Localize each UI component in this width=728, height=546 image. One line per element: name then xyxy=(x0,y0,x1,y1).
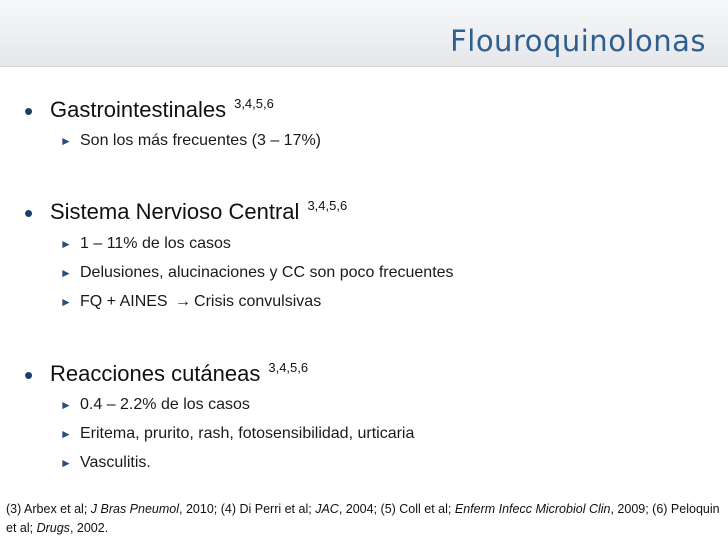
triangle-bullet-icon: ► xyxy=(60,134,72,148)
section-refs: 3,4,5,6 xyxy=(268,360,309,375)
reference-text: , 2009; (6) Peloquin et al; xyxy=(6,502,720,535)
arrow-right-icon: → xyxy=(175,293,192,310)
bullet-icon: • xyxy=(24,198,34,228)
triangle-bullet-icon: ► xyxy=(60,266,72,280)
reference-text: , 2004; (5) Coll et al; xyxy=(338,502,452,516)
list-item xyxy=(60,293,321,311)
list-item-text: Vasculitis. xyxy=(80,454,151,471)
list-item xyxy=(60,454,151,472)
bullet-icon: • xyxy=(24,360,34,390)
list-item-text: Son los más frecuentes (3 – 17%) xyxy=(80,132,322,149)
journal-name: Enferm Infecc Microbiol Clin xyxy=(454,502,611,516)
list-item xyxy=(60,132,321,150)
section-heading-gastro xyxy=(50,96,274,123)
list-item-text: Delusiones, alucinaciones y CC son poco frecuentes xyxy=(80,264,454,281)
journal-name: JAC xyxy=(315,502,339,516)
list-item-text: 1 – 11% de los casos xyxy=(80,235,231,252)
section-heading-snc xyxy=(50,198,347,225)
slide-header xyxy=(0,0,728,67)
slide-title: Flouroquinolonas xyxy=(450,24,706,58)
journal-name: Drugs xyxy=(36,521,70,535)
references-footer xyxy=(6,500,722,538)
list-item xyxy=(60,396,250,414)
triangle-bullet-icon: ► xyxy=(60,456,72,470)
bullet-icon: • xyxy=(24,96,34,126)
list-item xyxy=(60,235,231,253)
triangle-bullet-icon: ► xyxy=(60,237,72,251)
journal-name: J Bras Pneumol xyxy=(90,502,180,516)
list-item-text: Eritema, prurito, rash, fotosensibilidad, urticaria xyxy=(80,425,415,442)
triangle-bullet-icon: ► xyxy=(60,295,72,309)
section-heading-text: Sistema Nervioso Central xyxy=(50,199,300,224)
reference-text: , 2002. xyxy=(69,521,109,535)
section-refs: 3,4,5,6 xyxy=(307,198,348,213)
section-heading-text: Gastrointestinales xyxy=(50,97,227,122)
triangle-bullet-icon: ► xyxy=(60,398,72,412)
list-item-text: Crisis convulsivas xyxy=(194,293,322,310)
reference-text: (3) Arbex et al; xyxy=(6,502,88,516)
list-item xyxy=(60,425,414,443)
list-item xyxy=(60,264,454,282)
section-heading-cutaneas xyxy=(50,360,308,387)
list-item-text: 0.4 – 2.2% de los casos xyxy=(80,396,250,413)
triangle-bullet-icon: ► xyxy=(60,427,72,441)
list-item-text: FQ + AINES xyxy=(80,293,168,310)
reference-text: , 2010; (4) Di Perri et al; xyxy=(179,502,312,516)
section-refs: 3,4,5,6 xyxy=(234,96,274,111)
section-heading-text: Reacciones cutáneas xyxy=(50,361,261,386)
